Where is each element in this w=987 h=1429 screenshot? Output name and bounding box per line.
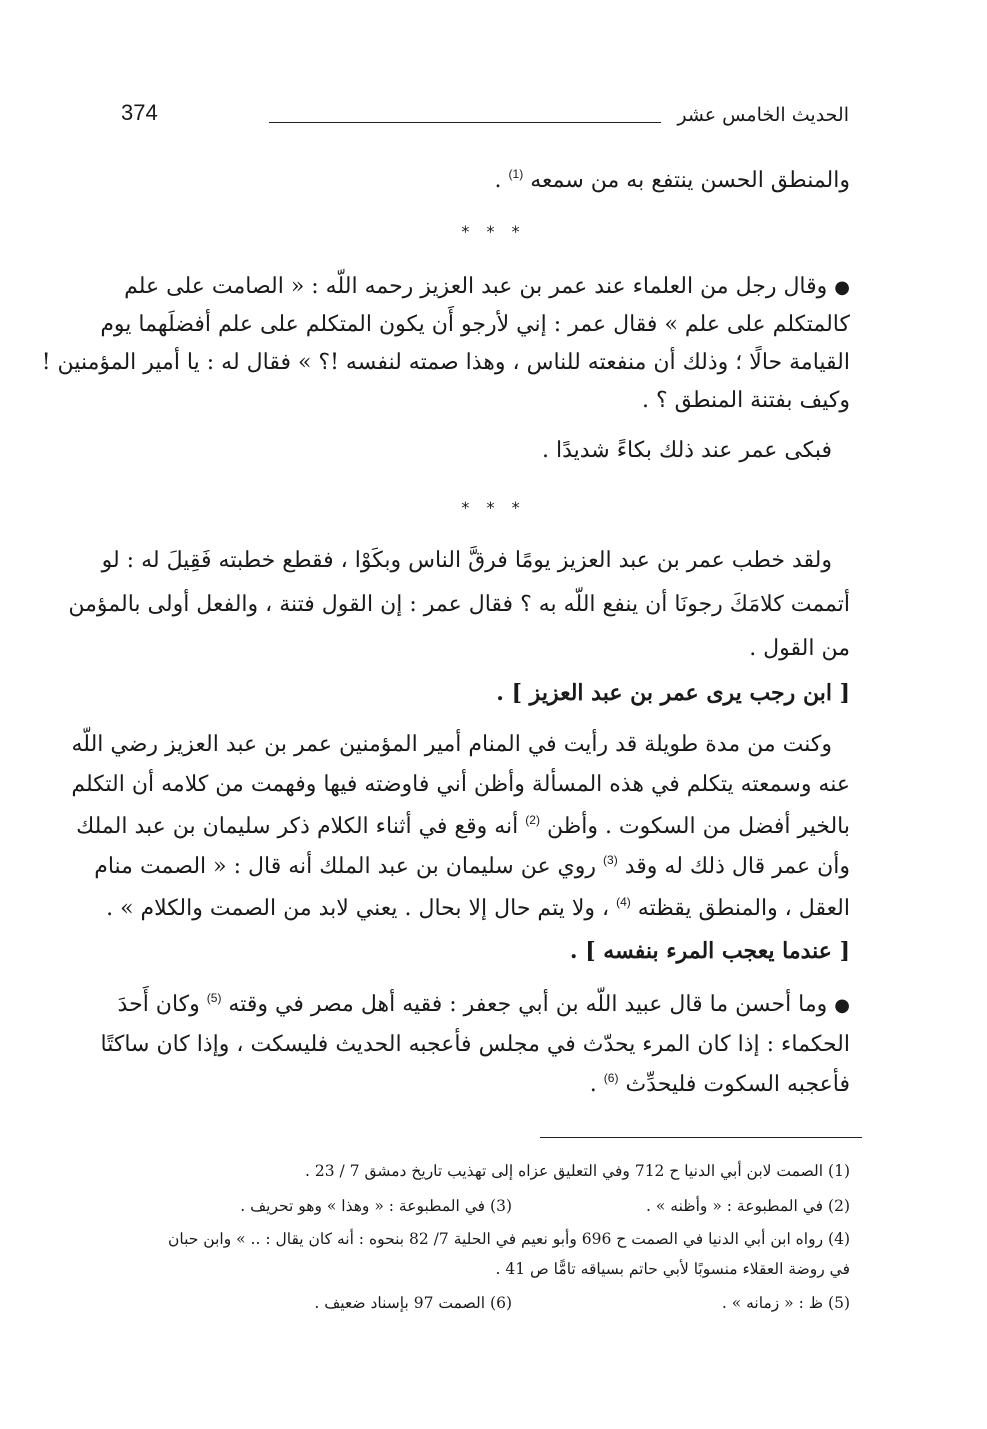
section-heading: [ ابن رجب يرى عمر بن عبد العزيز ] . xyxy=(496,680,850,706)
text-span: فأعجبه السكوت فليحدِّث xyxy=(618,1072,850,1097)
text-span: وقال رجل من العلماء عند عمر بن عبد العزيز رحمه اللّه : « الصامت على علم xyxy=(124,274,835,299)
text-line xyxy=(124,272,850,302)
text-span: وكان أَحدَ xyxy=(117,992,207,1017)
text-line xyxy=(94,852,850,882)
bullet-icon: ● xyxy=(834,995,850,1016)
text-line: ولقد خطب عمر بن عبد العزيز يومًا فرقَّ الناس وبكَوْا ، فقطع خطبته فَقِيلَ له : لو xyxy=(101,548,832,573)
text-line xyxy=(495,166,850,196)
footnote: (2) في المطبوعة : « وأظنه » . xyxy=(646,1197,850,1215)
bullet-icon: ● xyxy=(834,277,850,298)
footnote-ref: (1) xyxy=(508,167,524,181)
text-line xyxy=(590,1070,850,1100)
text-line xyxy=(118,990,850,1020)
chapter-title: الحديث الخامس عشر xyxy=(665,104,849,126)
footnote: (3) في المطبوعة : « وهذا » وهو تحريف . xyxy=(240,1197,512,1215)
text-line: عنه وسمعته يتكلم في هذه المسألة وأظن أني فاوضته فيها وفهمت من كلامه أن التكلم xyxy=(71,772,850,797)
text-line: وكنت من مدة طويلة قد رأيت في المنام أمير المؤمنين عمر بن عبد العزيز رضي اللّه xyxy=(71,732,832,757)
text-line xyxy=(106,894,850,924)
text-line: القيامة حالًا ؛ وذلك أن منفعته للناس ، وهذا صمته لنفسه !؟ » فقال له : يا أمير المؤمنين ! xyxy=(41,350,850,375)
text-span: . xyxy=(589,1072,604,1097)
header-rule xyxy=(269,122,661,123)
text-span: والمنطق الحسن ينتفع به من سمعه xyxy=(530,168,850,193)
text-span: . xyxy=(494,168,502,193)
text-span: أنه وقع في أثناء الكلام ذكر سليمان بن عبد الملك xyxy=(76,814,526,839)
footnote: (6) الصمت 97 بإسناد ضعيف . xyxy=(314,1294,512,1312)
section-separator: * * * xyxy=(461,498,526,517)
text-line: وكيف بفتنة المنطق ؟ . xyxy=(641,388,850,413)
text-line: فبكى عمر عند ذلك بكاءً شديدًا . xyxy=(541,438,832,463)
footnote: في روضة العقلاء منسوبًا لأبي حاتم بسياقه تامًّا ص 41 . xyxy=(495,1260,850,1278)
text-line: من القول . xyxy=(749,636,850,661)
text-span: ، ولا يتم حال إلا بحال . يعني لابد من الصمت والكلام » . xyxy=(106,896,617,921)
footnote: (1) الصمت لابن أبي الدنيا ح 712 وفي التعليق عزاه إلى تهذيب تاريخ دمشق 7 / 23 . xyxy=(305,1162,850,1180)
text-span: بالخير أفضل من السكوت . وأظن xyxy=(539,814,850,839)
footnote-ref: (3) xyxy=(603,853,618,867)
footnote: (4) رواه ابن أبي الدنيا في الصمت ح 696 وأبو نعيم في الحلية 7/ 82 بنحوه : أنه كان يقال : .. » وابن حبان xyxy=(168,1230,850,1248)
section-separator: * * * xyxy=(461,222,526,241)
footnote: (5) ظ : « زمانه » . xyxy=(721,1294,850,1312)
text-span: وأن عمر قال ذلك له وقد xyxy=(617,854,850,879)
text-span: العقل ، والمنطق يقظته xyxy=(630,896,850,921)
text-line: أتممت كلامَكَ رجونَا أن ينفع اللّه به ؟ فقال عمر : إن القول فتنة ، والفعل أولى بالمؤمن xyxy=(68,592,850,617)
text-line: الحكماء : إذا كان المرء يحدّث في مجلس فأعجبه الحديث فليسكت ، وإذا كان ساكتًا xyxy=(100,1032,850,1057)
footnote-separator xyxy=(540,1137,862,1138)
page-number: 374 xyxy=(121,100,158,125)
running-header xyxy=(121,100,849,144)
footnote-ref: (2) xyxy=(525,813,540,827)
text-line: كالمتكلم على علم » فقال عمر : إني لأرجو أَن يكون المتكلم على علم أفضلَهما يوم xyxy=(100,312,850,337)
text-span: روي عن سليمان بن عبد الملك أنه قال : « الصمت منام xyxy=(94,854,604,879)
footnote-ref: (5) xyxy=(206,991,222,1005)
text-span: وما أحسن ما قال عبيد اللّه بن أبي جعفر : فقيه أهل مصر في وقته xyxy=(221,992,835,1017)
text-line xyxy=(76,812,850,842)
section-heading: [ عندما يعجب المرء بنفسه ] . xyxy=(569,938,850,964)
footnote-ref: (6) xyxy=(603,1071,619,1085)
footnote-ref: (4) xyxy=(616,895,631,909)
